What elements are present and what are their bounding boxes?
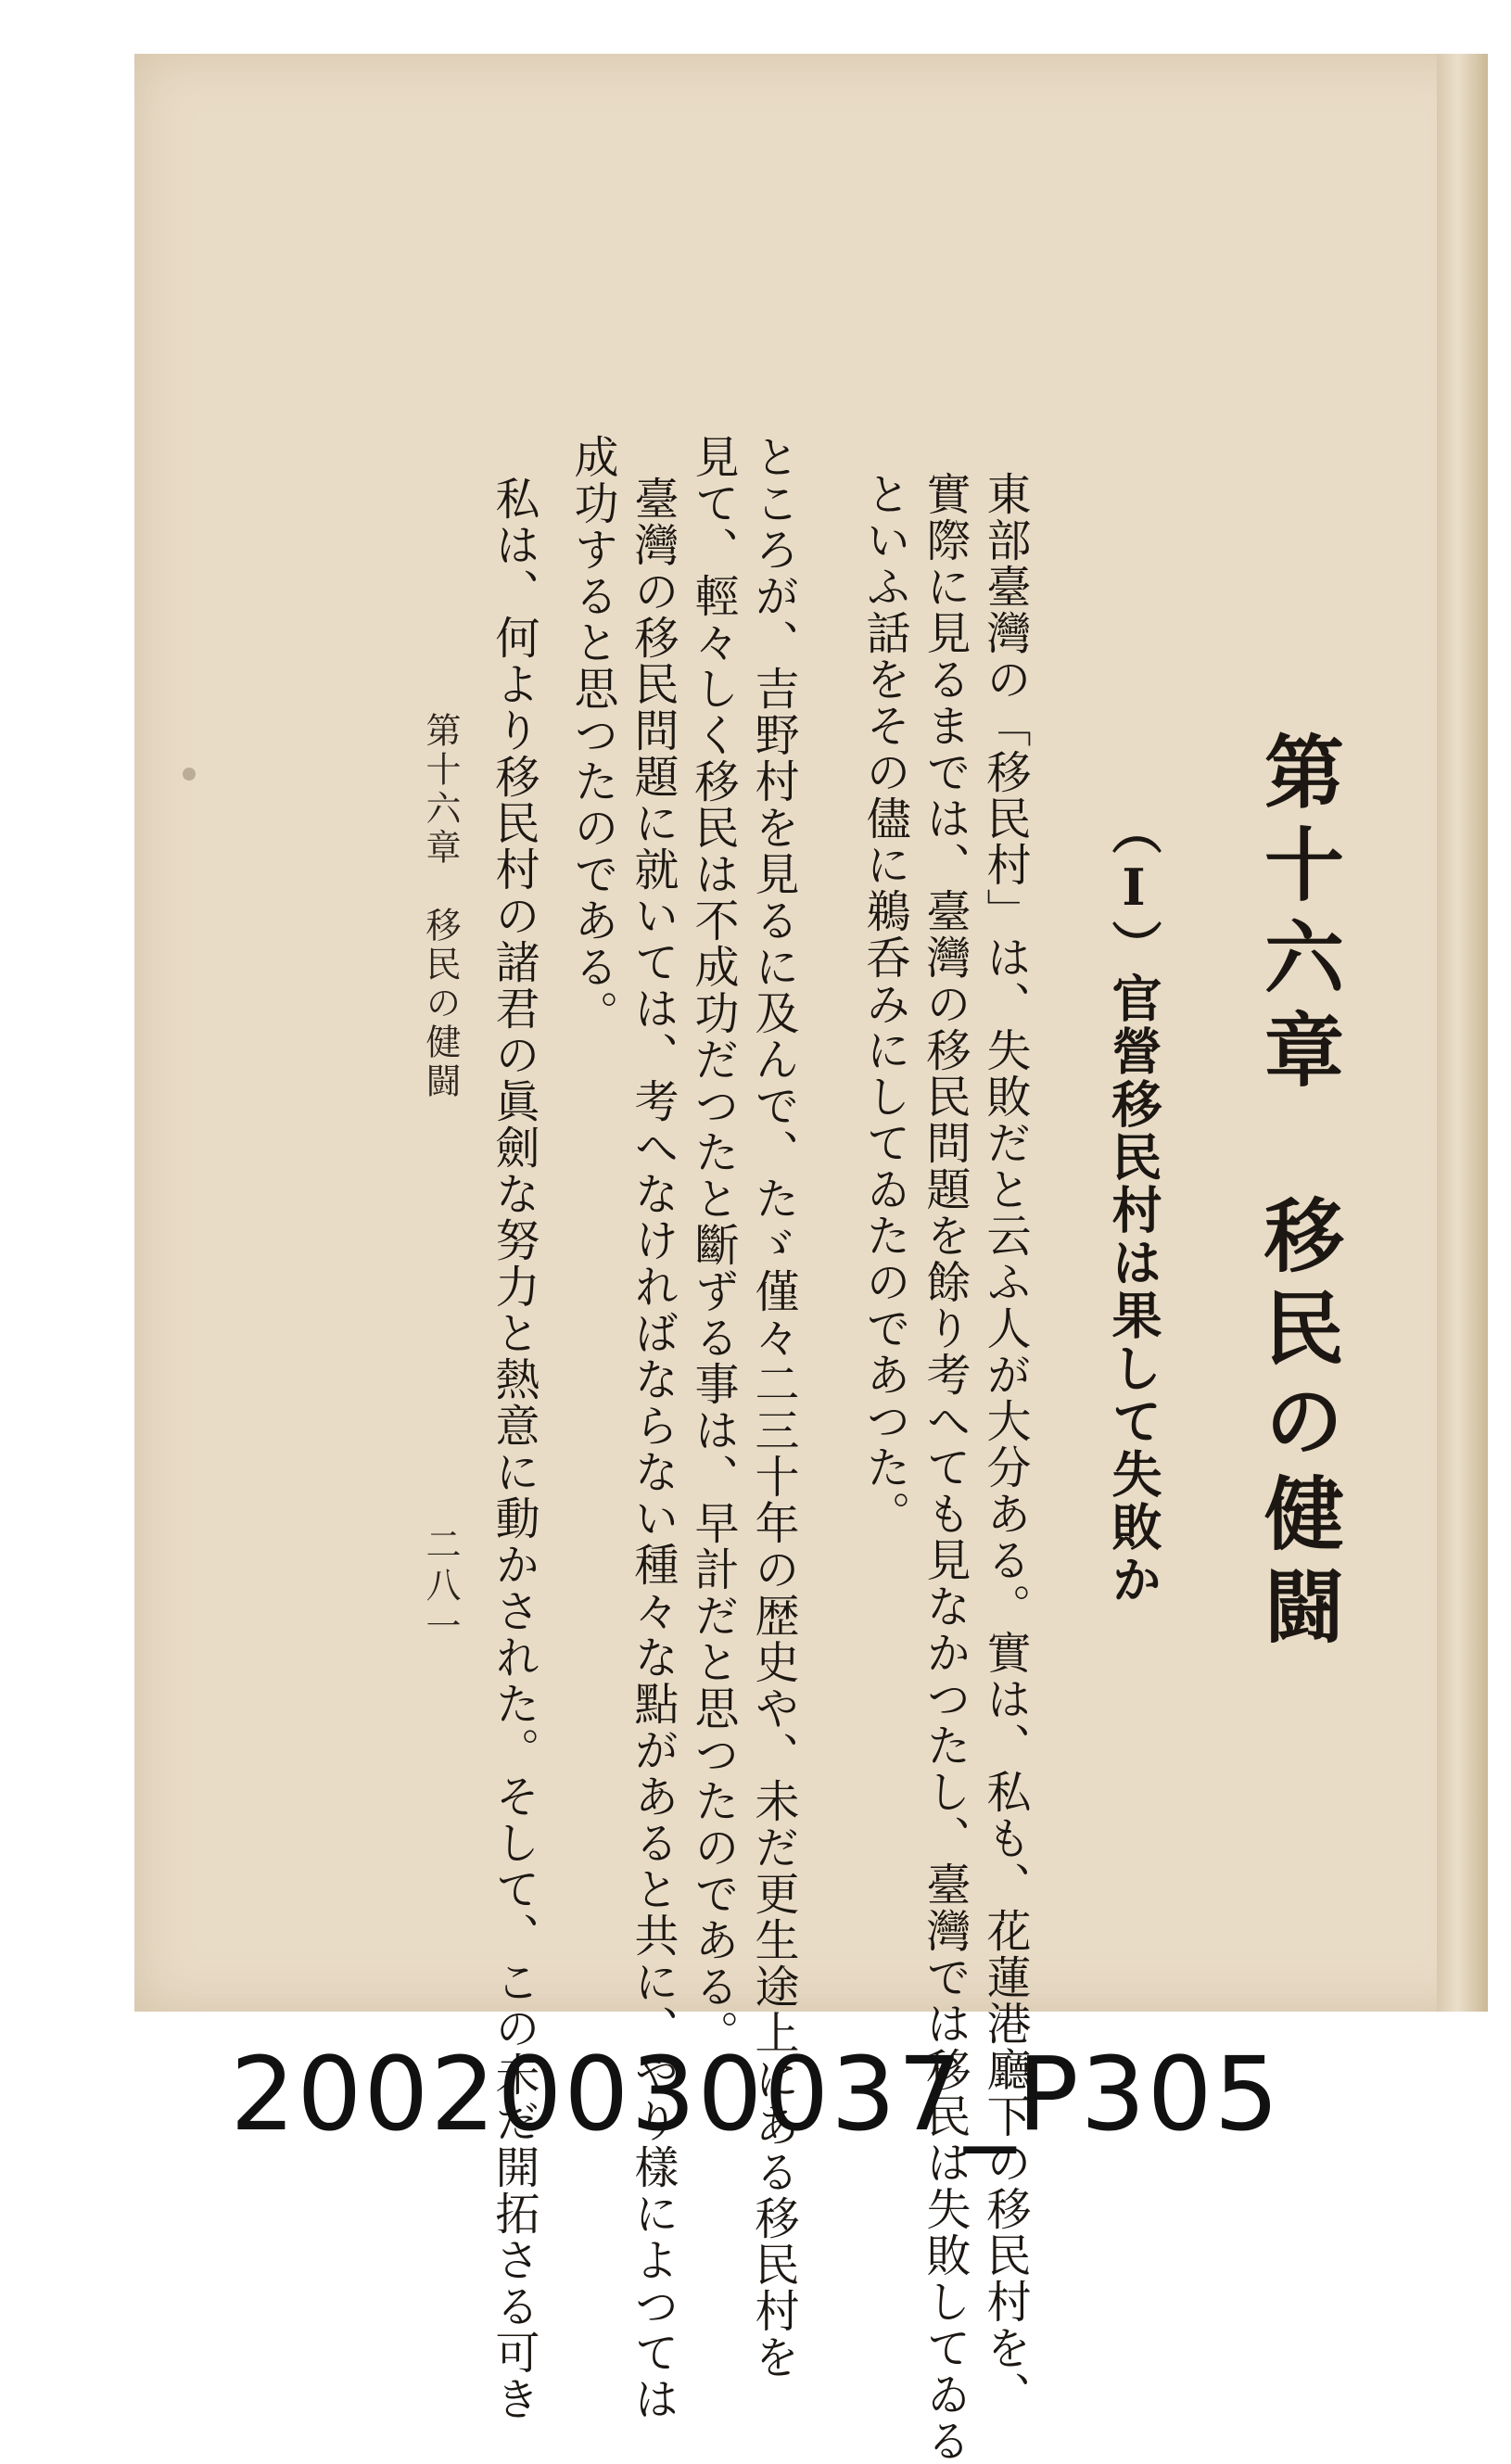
section-title: （Ⅰ）官營移民村は果して失敗か <box>1104 805 1163 1607</box>
paragraph-line-2: 實際に見るまでは、臺灣の移民問題を餘り考へても見なかつたし、臺灣では移民は失敗してゐる <box>919 471 971 2464</box>
paragraph-line-1: 東部臺灣の「移民村」は、失敗だと云ふ人が大分ある。實は、私も、花蓮港廳下の移民村を、 <box>979 471 1031 2418</box>
page-number: 二八一 <box>420 1526 461 1648</box>
image-id-caption: 20020030037_P305 <box>230 2035 1281 2153</box>
running-footer-chapter: 第十六章 移民の健闘 <box>420 712 461 1101</box>
paragraph-line-4: ところが、吉野村を見るに及んで、たゞ僅々二三十年の歴史や、未だ更生途上にある移民村を <box>747 434 799 2381</box>
paragraph-line-3: といふ話をその儘に鵜呑みにしてゐたのであつた。 <box>858 471 910 1537</box>
paragraph-line-7: 成功すると思つたのである。 <box>566 434 618 1036</box>
paragraph-line-5: 見て、輕々しく移民は不成功だつたと斷ずる事は、早計だと思つたのである。 <box>687 434 739 2056</box>
paragraph-line-8: 私は、何より移民村の諸君の眞劍な努力と熱意に動かされた。そして、この未だ開拓さる可き <box>488 476 540 2422</box>
page-edge <box>1437 54 1488 2012</box>
chapter-title: 第十六章 移民の健闘 <box>1251 730 1344 1657</box>
ink-spot <box>183 768 196 781</box>
paragraph-line-6: 臺灣の移民問題に就いては、考へなければならない種々な點があると共に、やり樣によつては <box>627 476 679 2422</box>
